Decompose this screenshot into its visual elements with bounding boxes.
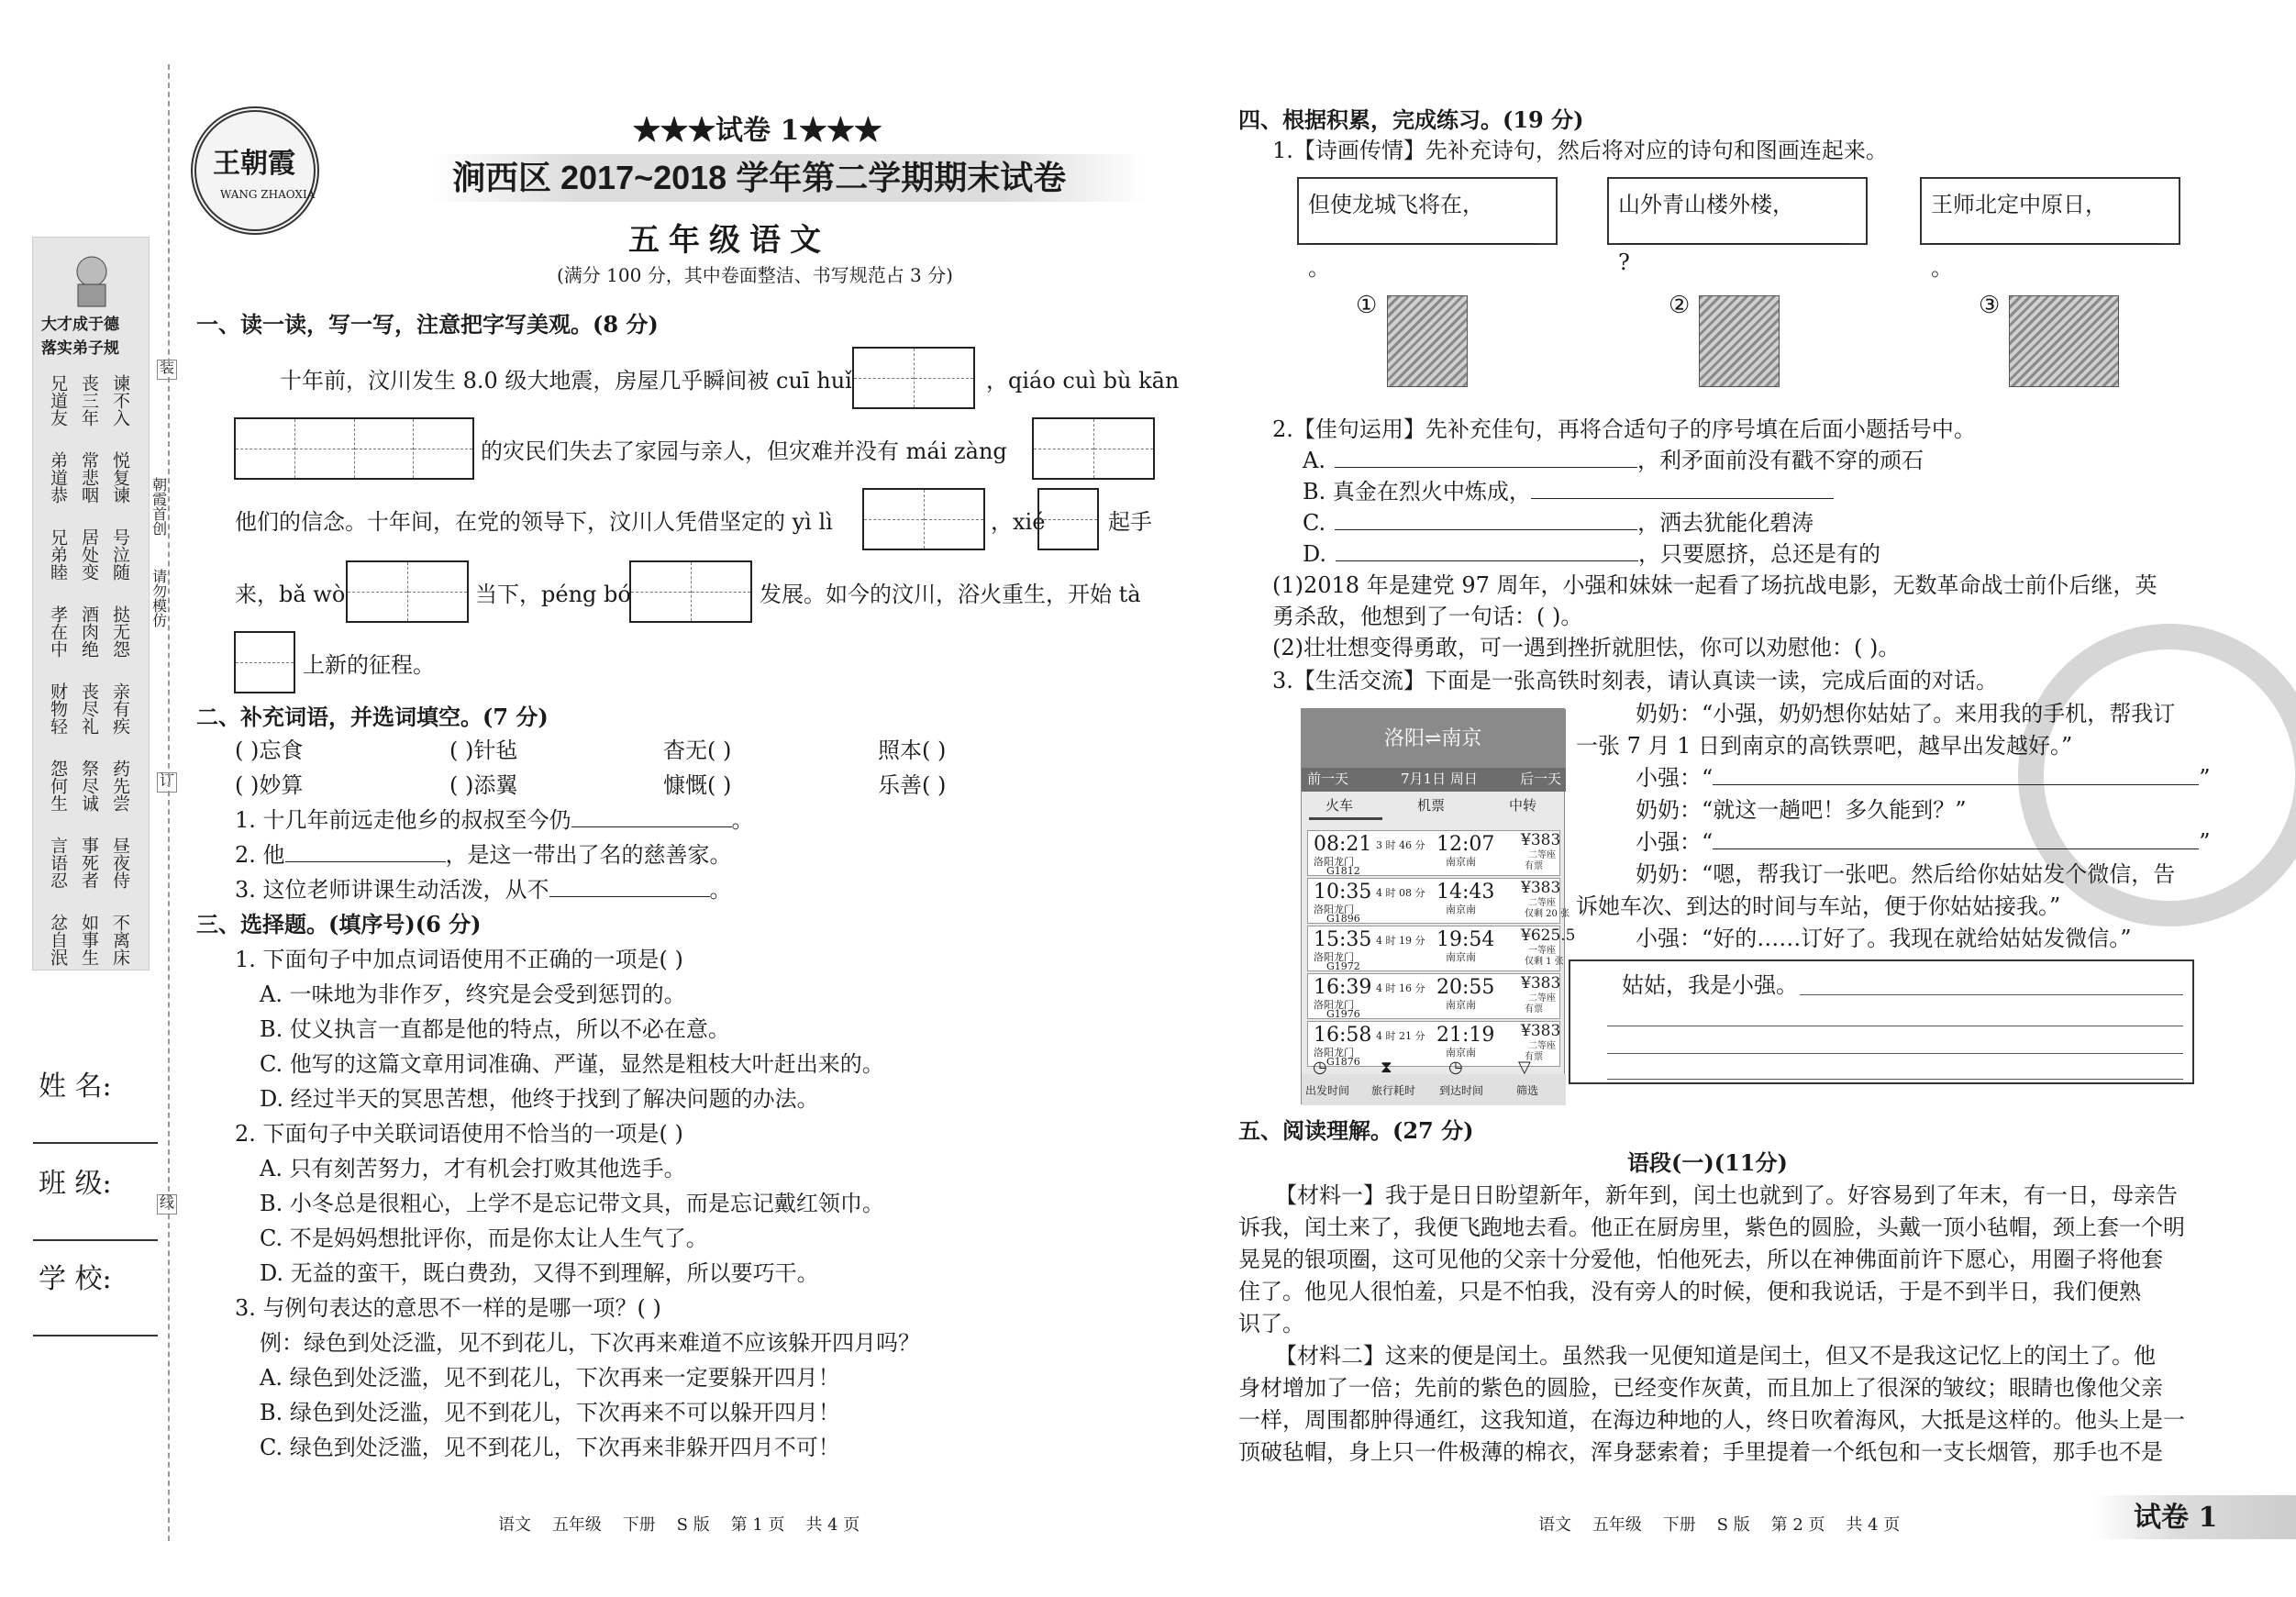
name-field[interactable] [33, 1142, 158, 1144]
dialog-line-1: 奶奶：“小强，奶奶想你姑姑了。来用我的手机，帮我订 [1636, 701, 2176, 726]
s3-q1: 1. 下面句子中加点词语使用不正确的一项是( ) [235, 947, 683, 972]
verse-column: 悦复谏 [109, 451, 130, 504]
s2-q3 [235, 879, 732, 901]
verse-column: 孝在中 [47, 605, 68, 658]
train-number: G1976 [1326, 1008, 1360, 1020]
s3-q1-optD[interactable]: D. 经过半天的冥思苦想，他终于找到了解决问题的办法。 [260, 1086, 819, 1112]
train-number: G1972 [1326, 960, 1360, 972]
from-station: 洛阳龙门 [1314, 856, 1354, 868]
word-8[interactable]: 乐善( ) [878, 772, 947, 798]
footer-right: 语文 五年级 下册 S 版 第 2 页 共 4 页 [1538, 1515, 1901, 1535]
arrival-time: 14:43 [1436, 881, 1495, 904]
tab-train[interactable]: 火车 [1325, 797, 1354, 814]
s3-q1-optC[interactable]: C. 他写的这篇文章用词准确、严谨，显然是粗枝大叶赶出来的。 [260, 1051, 884, 1077]
verse-column: 号泣随 [109, 528, 130, 581]
word-2[interactable]: ( )针毡 [449, 738, 518, 763]
clock-arrival-icon[interactable]: ◷ [1448, 1058, 1463, 1077]
s3-q2-optC[interactable]: C. 不是妈妈想批评你，而是你太让人生气了。 [260, 1225, 708, 1251]
cut-mark-2: 订 [157, 772, 177, 793]
s4-q2-B-blank[interactable] [1531, 498, 1834, 499]
verse-column: 挞无怨 [109, 605, 130, 658]
arrival-time: 12:07 [1436, 833, 1495, 856]
to-station: 南京南 [1446, 999, 1476, 1011]
trip-duration: 4 时 08 分 [1376, 887, 1425, 899]
departure-time: 16:39 [1314, 976, 1372, 999]
section3-heading: 三、选择题。(填序号)(6 分) [196, 911, 482, 937]
sort-duration[interactable]: 旅行耗时 [1371, 1084, 1416, 1097]
arrival-time: 19:54 [1436, 928, 1495, 951]
s2-q2 [235, 844, 732, 866]
word-6[interactable]: ( )添翼 [449, 772, 518, 798]
filter-icon[interactable]: ▽ [1518, 1058, 1531, 1077]
trip-duration: 4 时 19 分 [1376, 935, 1425, 947]
s4-q2-A-end: ，利矛面前没有戳不穿的顽石 [1636, 448, 1924, 473]
s1-line4b: 当下，péng bó [475, 582, 631, 607]
seat-class: 二等座 [1528, 850, 1556, 860]
school-label: 学 校: [39, 1263, 112, 1295]
m1-line-1: 【材料一】我于是日日盼望新年，新年到，闰土也就到了。好容易到了年末，有一日，母亲告 [1275, 1182, 2178, 1208]
passage-title: 语段(一)(11分) [1627, 1149, 1788, 1176]
poem-box-1 [1297, 177, 1558, 281]
verse-column: 不离床 [109, 914, 130, 966]
train-row[interactable] [1307, 973, 1560, 1019]
tab-flight[interactable]: 机票 [1417, 797, 1446, 814]
mascot-image [41, 250, 142, 308]
pinyin-box-xie[interactable] [1037, 488, 1099, 550]
m1-line-3: 晃晃的银项圈，这可见他的父亲十分爱他，怕他死去，所以在神佛面前许下愿心，用圈子将他套 [1238, 1247, 2163, 1272]
seat-class: 二等座 [1528, 1041, 1556, 1051]
pic-label-1: ① [1356, 292, 1378, 319]
s3-q1-optB[interactable]: B. 仗义执言一直都是他的特点，所以不必在意。 [260, 1016, 730, 1042]
word-5[interactable]: ( )妙算 [235, 772, 304, 798]
ticket-availability: 有票 [1525, 1052, 1543, 1062]
to-station: 南京南 [1446, 904, 1476, 915]
m2-line-1: 【材料二】这来的便是闰土。虽然我一见便知道是闰土，但又不是我这记忆上的闰土了。他 [1275, 1343, 2156, 1369]
poem-3-end: 。 [1931, 255, 1953, 281]
s3-q3-optA[interactable]: A. 绿色到处泛滥，见不到花儿，下次再来一定要躲开四月！ [260, 1365, 840, 1391]
train-row[interactable] [1307, 926, 1576, 972]
departure-time: 15:35 [1314, 928, 1372, 951]
cut-mark-3: 线 [157, 1194, 177, 1214]
from-station: 洛阳龙门 [1314, 999, 1354, 1011]
s3-q3-optB[interactable]: B. 绿色到处泛滥，见不到花儿，下次再来不可以躲开四月！ [260, 1400, 840, 1425]
exam-badge: 试卷 1 [2134, 1502, 2218, 1534]
ticket-availability: 仅剩 20 张 [1525, 909, 1570, 919]
s4-q2-C-blank[interactable] [1335, 529, 1637, 530]
score-note: (满分 100 分，其中卷面整洁、书写规范占 3 分) [557, 264, 953, 286]
s4-q2-B [1303, 481, 1834, 503]
departure-time: 10:35 [1314, 881, 1372, 904]
dialog-line-3 [1636, 767, 2211, 789]
poem-2-end: ? [1618, 250, 1630, 275]
verse-column: 怨何生 [47, 760, 68, 812]
s4-q2-B-label: B. 真金在烈火中炼成， [1303, 479, 1531, 505]
s1-line1b: ，qiáo cuì bù kān [986, 368, 1180, 394]
s4-q2-C-label: C. [1303, 510, 1326, 536]
verse-column: 财物轻 [47, 682, 68, 735]
dialog-answer-2[interactable] [1713, 848, 2199, 849]
poem-box-3 [1920, 177, 2180, 281]
s4-q2-sub1: (1)2018 年是建党 97 周年，小强和妹妹一起看了场抗战电影，无数革命战士前仆后继，英 [1272, 572, 2157, 598]
ticket-price: ¥383 [1521, 831, 1561, 849]
dialog-line-3-text: 小强：“ [1636, 765, 1714, 791]
m1-line-4: 住了。他见人很怕羞，只是不怕我，没有旁人的时候，便和我说话，于是不到半日，我们便熟 [1238, 1279, 2141, 1304]
class-label: 班 级: [39, 1168, 112, 1200]
s2-q1-text: 1. 十几年前远走他乡的叔叔至今仍 [235, 807, 571, 833]
verse-column: 祭尽诚 [78, 760, 99, 812]
s2-q2-blank[interactable] [285, 861, 446, 862]
verse-column: 兄弟睦 [47, 528, 68, 581]
dialog-line-6: 奶奶：“嗯，帮我订一张吧。然后给你姑姑发个微信，告 [1636, 861, 2176, 887]
message-line-4[interactable] [1607, 1079, 2183, 1080]
trip-duration: 4 时 21 分 [1376, 1030, 1425, 1042]
material-1 [1238, 1180, 2185, 1340]
train-number: G1876 [1326, 1056, 1360, 1068]
m2-line-4: 顶破毡帽，身上只一件极薄的棉衣，浑身瑟索着；手里提着一个纸包和一支长烟管，那手也不是 [1238, 1439, 2163, 1465]
to-station: 南京南 [1446, 1047, 1476, 1059]
poem-picture-2[interactable] [1699, 295, 1780, 387]
dialog-line-4: 奶奶：“就这一趟吧！多久能到？” [1636, 797, 1967, 823]
footer-left: 语文 五年级 下册 S 版 第 1 页 共 4 页 [498, 1515, 860, 1535]
dialog-answer-1[interactable] [1713, 784, 2199, 785]
s2-q3-blank[interactable] [549, 896, 710, 897]
m2-line-3: 一样，周围都肿得通红，这我知道，在海边种地的人，终日吹着海风，大抵是这样的。他头上是一 [1238, 1407, 2185, 1433]
s3-q3-optC[interactable]: C. 绿色到处泛滥，见不到花儿，下次再来非躲开四月不可！ [260, 1435, 840, 1460]
pinyin-box-cuihui[interactable] [852, 347, 975, 409]
s1-line4a: 来，bǎ wò [235, 582, 346, 607]
pinyin-box-qiaocuibukan[interactable] [234, 417, 474, 480]
poem-box-2 [1607, 177, 1868, 275]
verse-column: 丧尽礼 [78, 682, 99, 735]
side-note-2: 请勿模仿 [150, 569, 168, 627]
m1-line-5: 识了。 [1238, 1311, 1304, 1336]
dialog-line-3-end: ” [2199, 765, 2211, 791]
binding-line [168, 64, 170, 1541]
ticket-availability: 有票 [1525, 1004, 1543, 1015]
s4-q2-sub2: (2)壮壮想变得勇敢，可一遇到挫折就胆怯，你可以劝慰他：( )。 [1272, 635, 1901, 660]
verse-column: 药先尝 [109, 760, 130, 812]
ticket-price: ¥383 [1521, 1022, 1561, 1040]
logo-text: 王朝霞 [213, 148, 295, 180]
s1-line4c: 发展。如今的汶川，浴火重生，开始 tà [760, 582, 1141, 607]
poem-3-blank[interactable] [1931, 243, 2160, 244]
section5-heading: 五、阅读理解。(27 分) [1238, 1117, 1474, 1144]
s2-q1 [235, 809, 754, 831]
s4-q2-D [1303, 543, 1880, 565]
prev-day-button[interactable]: 前一天 [1307, 771, 1349, 787]
seat-class: 一等座 [1528, 946, 1556, 956]
pinyin-box-pengbo[interactable] [629, 560, 752, 623]
ticket-price: ¥383 [1521, 879, 1561, 897]
dialog-line-8: 小强：“好的……订好了。我现在就给姑姑发微信。” [1636, 926, 2132, 951]
exam-title: 涧西区 2017~2018 学年第二学期期末试卷 [452, 159, 1067, 196]
verse-column: 弟道恭 [47, 451, 68, 504]
pic-label-2: ② [1669, 292, 1691, 319]
train-number: G1896 [1326, 913, 1360, 925]
train-timetable-screen [1301, 708, 1576, 1104]
to-station: 南京南 [1446, 951, 1476, 963]
pic-label-3: ③ [1979, 292, 2001, 319]
train-row[interactable] [1307, 830, 1560, 876]
date-selector[interactable]: 7月1日 周日 [1401, 771, 1478, 787]
ticket-availability: 有票 [1525, 861, 1543, 871]
verse-column: 丧三年 [78, 374, 99, 427]
s3-q2: 2. 下面句子中关联词语使用不恰当的一项是( ) [235, 1121, 683, 1147]
school-field[interactable] [33, 1335, 158, 1336]
s4-q2-C-end: ，洒去犹能化碧涛 [1637, 510, 1814, 536]
verse-column: 亲有疾 [109, 682, 130, 735]
verse-column: 事死者 [78, 837, 99, 889]
poem-2-blank[interactable] [1618, 243, 1847, 244]
s4-q2-A-blank[interactable] [1335, 467, 1637, 468]
poem-picture-3[interactable] [2009, 295, 2119, 387]
s3-q2-optD[interactable]: D. 无益的蛮干，既白费劲，又得不到理解，所以要巧干。 [260, 1260, 819, 1286]
message-line-3[interactable] [1607, 1053, 2183, 1054]
dialog-line-5 [1636, 831, 2211, 853]
trip-duration: 4 时 16 分 [1376, 982, 1425, 994]
dialog-line-7: 诉她车次、到达的时间与车站，便于你姑姑接我。” [1576, 893, 2061, 919]
tab-transfer[interactable]: 中转 [1509, 797, 1537, 814]
verse-column: 忿自泯 [47, 914, 68, 966]
verse-column: 如事生 [78, 914, 99, 966]
to-station: 南京南 [1446, 856, 1476, 868]
ticket-price: ¥625.5 [1521, 926, 1576, 945]
ticket-price: ¥383 [1521, 974, 1561, 993]
departure-time: 08:21 [1314, 833, 1372, 856]
pinyin-box-maizang[interactable] [1032, 417, 1155, 480]
pinyin-box-yili[interactable] [862, 488, 985, 550]
m1-line-2: 诉我，闰土来了，我便飞跑地去看。他正在厨房里，紫色的圆脸，头戴一顶小毡帽，颈上套一个明 [1238, 1214, 2185, 1240]
s2-q3-end: 。 [709, 877, 732, 903]
s3-q3-example: 例：绿色到处泛滥，见不到花儿，下次再来难道不应该躲开四月吗？ [260, 1330, 920, 1356]
s1-line3b: ，xié [991, 509, 1046, 535]
message-start: 姑姑，我是小强。 [1622, 972, 1798, 998]
filter-label[interactable]: 筛选 [1516, 1084, 1539, 1097]
verse-column: 常悲咽 [78, 451, 99, 504]
verse-column: 酒肉绝 [78, 605, 99, 658]
dialog-line-2: 一张 7 月 1 日到南京的高铁票吧，越早出发越好。” [1576, 733, 2073, 759]
active-tab-indicator [1309, 817, 1382, 820]
name-label: 姓 名: [39, 1070, 112, 1103]
s2-q2-end: ，是这一带出了名的慈善家。 [445, 842, 732, 868]
s2-q2-text: 2. 他 [235, 842, 285, 868]
side-note-1: 朝霞首创 [150, 477, 168, 536]
m2-line-2: 身材增加了一倍；先前的紫色的圆脸，已经变作灰黄，而且加上了很深的皱纹；眼睛也像他父亲 [1238, 1375, 2163, 1401]
s4-q2-intro: 2.【佳句运用】先补充佳句，再将合适句子的序号填在后面小题括号中。 [1272, 416, 1976, 442]
s1-line2: 的灾民们失去了家园与亲人，但灾难并没有 mái zàng [481, 438, 1007, 464]
arrival-time: 20:55 [1436, 976, 1495, 999]
trip-duration: 3 时 46 分 [1376, 839, 1425, 851]
dialog-line-5-text: 小强：“ [1636, 829, 1714, 855]
s3-q3: 3. 与例句表达的意思不一样的是哪一项？( ) [235, 1295, 661, 1321]
poem-1-text: 但使龙城飞将在， [1308, 192, 1484, 217]
message-line-1[interactable] [1800, 994, 2183, 995]
seat-class: 二等座 [1528, 993, 1556, 1004]
verse-column: 兄道友 [47, 374, 68, 427]
s4-q2-D-end: ，只要愿挤，总还是有的 [1638, 541, 1881, 567]
poem-1-blank[interactable] [1308, 243, 1537, 244]
s3-q2-optA[interactable]: A. 只有刻苦努力，才有机会打败其他选手。 [260, 1156, 686, 1181]
verse-column: 谏不入 [109, 374, 130, 427]
s1-line3c: 起手 [1108, 509, 1152, 535]
cut-mark-1: 装 [157, 360, 177, 380]
s4-q2-D-label: D. [1303, 541, 1327, 567]
s4-q2-D-blank[interactable] [1336, 560, 1638, 561]
s4-q2-sub1b: 勇杀敌，他想到了一句话：( )。 [1272, 604, 1583, 629]
from-station: 洛阳龙门 [1314, 904, 1354, 915]
pinyin-box-bawo[interactable] [346, 560, 469, 623]
verse-column: 言语忍 [47, 837, 68, 889]
hourglass-icon[interactable]: ⧗ [1381, 1058, 1392, 1077]
from-station: 洛阳龙门 [1314, 1047, 1354, 1059]
departure-time: 16:58 [1314, 1024, 1372, 1047]
section1-heading: 一、读一读，写一写，注意把字写美观。(8 分) [196, 311, 659, 338]
s3-q1-optA[interactable]: A. 一味地为非作歹，终究是会受到惩罚的。 [260, 981, 686, 1007]
s1-line1a: 十年前，汶川发生 8.0 级大地震，房屋几乎瞬间被 cuī huǐ [280, 368, 852, 394]
word-3[interactable]: 杳无( ) [663, 738, 732, 763]
logo-subtext: WANG ZHAOXIA [220, 188, 316, 201]
section2-heading: 二、补充词语，并选词填空。(7 分) [196, 704, 549, 730]
s2-q1-blank[interactable] [571, 826, 732, 827]
poem-3-text: 王师北定中原日， [1931, 192, 2107, 217]
sort-departure[interactable]: 出发时间 [1305, 1084, 1350, 1097]
word-7[interactable]: 慷慨( ) [663, 772, 732, 798]
train-number: G1812 [1326, 865, 1360, 877]
poem-1-end: 。 [1308, 255, 1330, 281]
next-day-button[interactable]: 后一天 [1520, 771, 1562, 787]
s1-line5: 上新的征程。 [303, 652, 435, 678]
verse-column: 昼夜侍 [109, 837, 130, 889]
s3-q2-optB[interactable]: B. 小冬总是很粗心，上学不是忘记带文具，而是忘记戴红领巾。 [260, 1191, 884, 1216]
dialog-line-5-end: ” [2199, 829, 2211, 855]
s2-q3-text: 3. 这位老师讲课生动活泼，从不 [235, 877, 549, 903]
motto-line-1: 大才成于德 [41, 316, 119, 334]
subject-title: 五年级语文 [628, 222, 830, 259]
from-station: 洛阳龙门 [1314, 951, 1354, 963]
s4-q2-A-label: A. [1303, 448, 1325, 473]
arrival-time: 21:19 [1436, 1024, 1495, 1047]
seat-class: 二等座 [1528, 898, 1556, 908]
series-label: ★★★试卷 1★★★ [633, 115, 882, 147]
s1-line3a: 他们的信念。十年间，在党的领导下，汶川人凭借坚定的 yì lì [235, 509, 833, 535]
poem-2-text: 山外青山楼外楼， [1618, 192, 1794, 217]
word-1[interactable]: ( )忘食 [235, 738, 304, 763]
s4-q1-intro: 1.【诗画传情】先补充诗句，然后将对应的诗句和图画连起来。 [1272, 138, 1888, 163]
clock-icon[interactable]: ◷ [1313, 1058, 1327, 1077]
class-field[interactable] [33, 1239, 158, 1241]
pinyin-box-ta[interactable] [234, 631, 295, 693]
timetable-route: 洛阳⇌南京 [1384, 727, 1482, 750]
s2-q1-end: 。 [731, 807, 754, 833]
wechat-message-box[interactable] [1569, 959, 2194, 1084]
s4-q2-C [1303, 512, 1814, 534]
poem-picture-1[interactable] [1387, 295, 1468, 387]
ticket-availability: 仅剩 1 张 [1525, 957, 1564, 967]
verse-column: 居处变 [78, 528, 99, 581]
motto-line-2: 落实弟子规 [41, 339, 119, 358]
s4-q2-A [1303, 449, 1924, 471]
word-4[interactable]: 照本( ) [878, 738, 947, 763]
train-row[interactable] [1307, 878, 1570, 925]
section4-heading: 四、根据积累，完成练习。(19 分) [1238, 106, 1584, 133]
s4-q3-intro: 3.【生活交流】下面是一张高铁时刻表，请认真读一读，完成后面的对话。 [1272, 668, 1998, 693]
sort-arrival[interactable]: 到达时间 [1439, 1084, 1484, 1097]
material-2 [1238, 1340, 2185, 1469]
